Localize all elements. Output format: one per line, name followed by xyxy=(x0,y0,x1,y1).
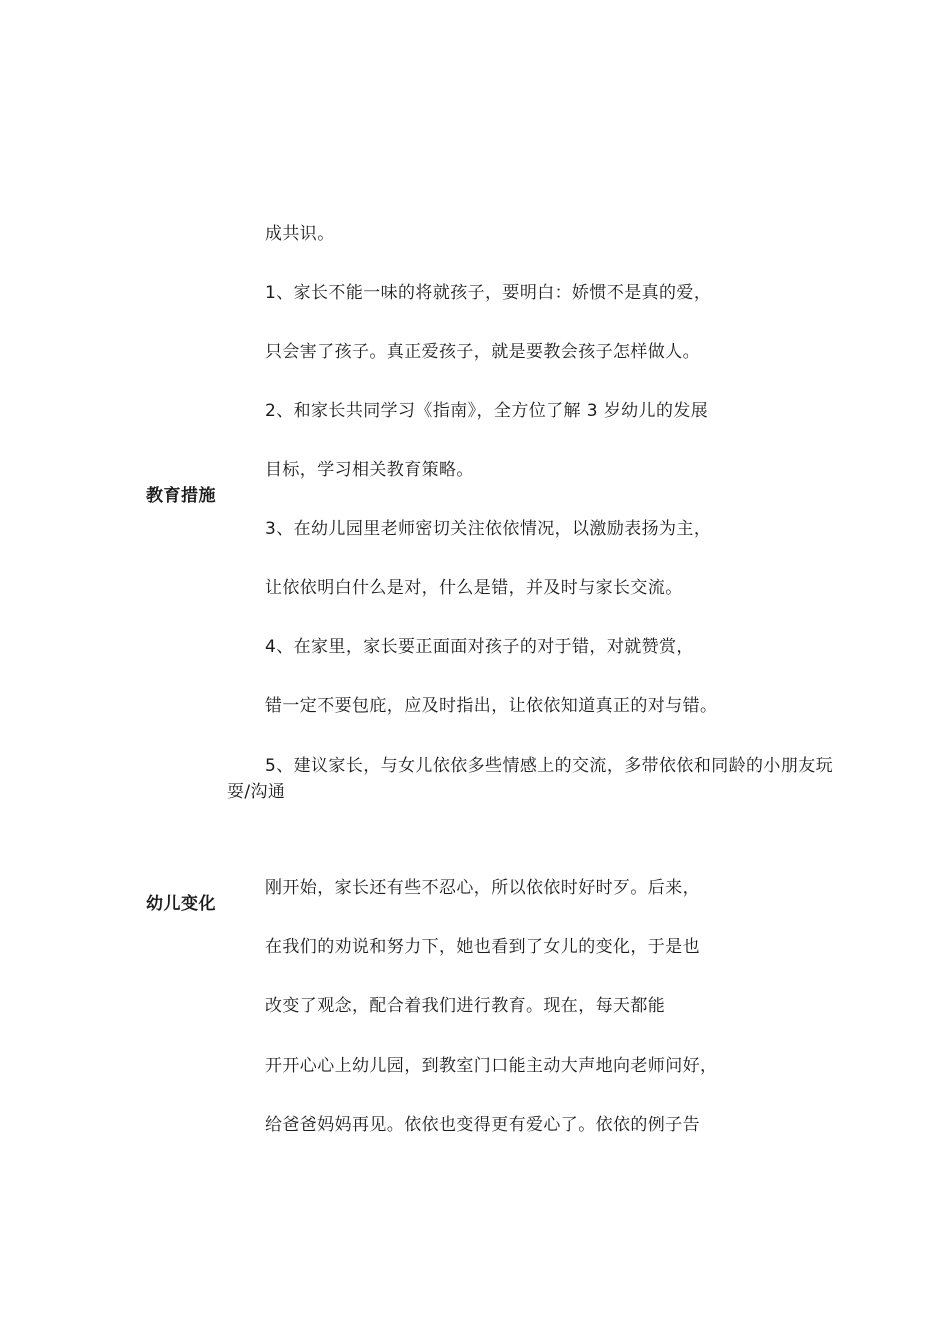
changes-line: 刚开始，家长还有些不忍心，所以依依时好时歹。后来， xyxy=(265,878,700,898)
section-label-measures: 教育措施 xyxy=(146,486,216,506)
section-label-changes: 幼儿变化 xyxy=(146,894,216,914)
measures-line: 2、和家长共同学习《指南》，全方位了解 3 岁幼儿的发展 xyxy=(265,401,709,421)
measures-line: 让依依明白什么是对，什么是错，并及时与家长交流。 xyxy=(265,578,683,598)
changes-line: 在我们的劝说和努力下，她也看到了女儿的变化，于是也 xyxy=(265,937,700,957)
measures-line: 1、家长不能一味的将就孩子，要明白：娇惯不是真的爱， xyxy=(265,283,712,303)
measures-line: 只会害了孩子。真正爱孩子，就是要教会孩子怎样做人。 xyxy=(265,342,700,362)
measures-line: 错一定不要包庇，应及时指出，让依依知道真正的对与错。 xyxy=(265,696,718,716)
changes-line: 改变了观念，配合着我们进行教育。现在，每天都能 xyxy=(265,996,666,1016)
measures-line: 成共识。 xyxy=(265,224,335,244)
measures-line: 4、在家里，家长要正面面对孩子的对于错，对就赞赏， xyxy=(265,637,694,657)
changes-line: 开开心心上幼儿园，到教室门口能主动大声地向老师问好， xyxy=(265,1056,718,1076)
changes-line: 给爸爸妈妈再见。依依也变得更有爱心了。依依的例子告 xyxy=(265,1115,700,1135)
measures-line: 5、建议家长，与女儿依依多些情感上的交流，多带依依和同龄的小朋友玩 xyxy=(265,756,834,776)
measures-line: 耍/沟通 xyxy=(227,782,286,802)
measures-line: 目标，学习相关教育策略。 xyxy=(265,460,474,480)
measures-line: 3、在幼儿园里老师密切关注依依情况，以激励表扬为主， xyxy=(265,519,712,539)
